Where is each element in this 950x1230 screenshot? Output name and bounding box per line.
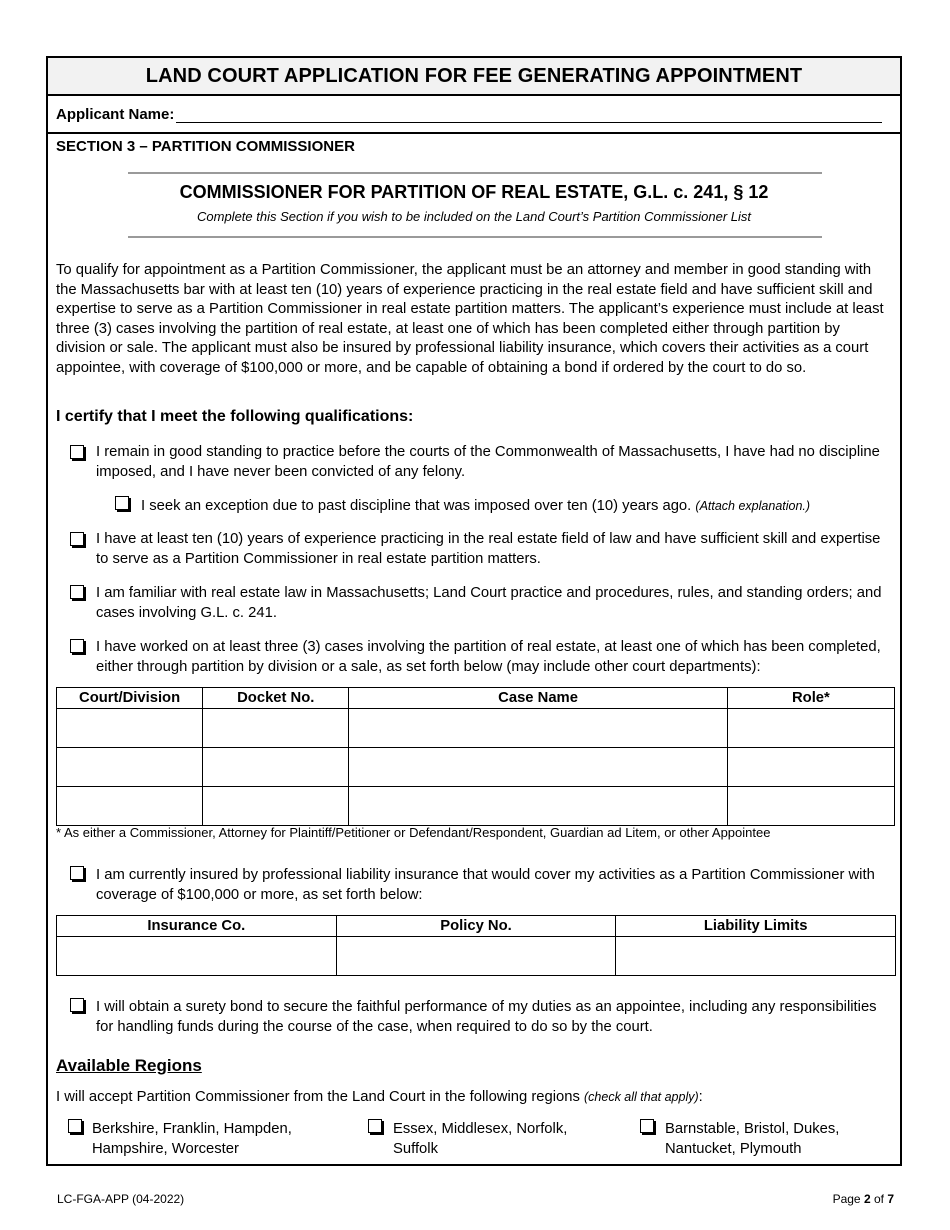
certify-heading: I certify that I meet the following qualifications: [56, 408, 414, 425]
qualification-good-standing: I remain in good standing to practice before the courts of the Commonwealth of Massachusetts, I have had no discipline imposed, and I have never been convicted of any felony. [96, 444, 880, 480]
cell-docket-no[interactable] [203, 709, 349, 748]
page-prefix: Page [832, 1192, 864, 1206]
col-docket-no: Docket No. [203, 688, 349, 709]
col-liability-limits: Liability Limits [616, 916, 896, 937]
checkbox-experience[interactable] [70, 532, 84, 546]
qualification-surety-bond: I will obtain a surety bond to secure the faithful performance of my duties as an appointee, including any responsibilities for handling funds during the course of the case, when required to do so by the court. [96, 999, 877, 1035]
table-row [57, 748, 895, 787]
page-number [833, 1192, 894, 1206]
qualification-exception [141, 497, 891, 517]
qualification-experience: I have at least ten (10) years of experience practicing in the real estate field of law and have sufficient skill and expertise to serve as a Partition Commissioner in real estate partition matters. [96, 531, 881, 567]
cell-role[interactable] [727, 748, 894, 787]
region-west-label: Berkshire, Franklin, Hampden, Hampshire, Worcester [92, 1121, 292, 1157]
cell-court-division[interactable] [57, 709, 203, 748]
table-row [57, 787, 895, 826]
checkbox-region-east[interactable] [368, 1119, 382, 1133]
checkbox-surety-bond[interactable] [70, 998, 84, 1012]
page-total: 7 [887, 1192, 894, 1206]
cell-role[interactable] [727, 787, 894, 826]
cell-court-division[interactable] [57, 748, 203, 787]
col-insurance-co: Insurance Co. [57, 916, 337, 937]
section-subtitle: COMMISSIONER FOR PARTITION OF REAL ESTATE, G.L. c. 241, § 12 [179, 182, 769, 202]
role-footnote: * As either a Commissioner, Attorney for Plaintiff/Petitioner or Defendant/Respondent, Guardian ad Litem, or other Appointee [56, 825, 771, 840]
cell-court-division[interactable] [57, 787, 203, 826]
cell-role[interactable] [727, 709, 894, 748]
exception-text: I seek an exception due to past discipline that was imposed over ten (10) years ago. [141, 498, 692, 514]
cases-table-header [57, 688, 895, 709]
checkbox-insured[interactable] [70, 866, 84, 880]
region-east-label: Essex, Middlesex, Norfolk, Suffolk [393, 1121, 568, 1157]
applicant-name-row [48, 96, 900, 134]
checkbox-region-southeast[interactable] [640, 1119, 654, 1133]
regions-instruction-end: : [698, 1089, 703, 1105]
cell-case-name[interactable] [349, 748, 727, 787]
table-row [57, 937, 896, 976]
cell-policy-no[interactable] [336, 937, 616, 976]
form-title: LAND COURT APPLICATION FOR FEE GENERATING APPOINTMENT [48, 58, 900, 96]
checkbox-exception[interactable] [115, 496, 129, 510]
col-court-division: Court/Division [57, 688, 203, 709]
regions-instruction [56, 1089, 703, 1105]
form-id: LC-FGA-APP (04-2022) [57, 1192, 185, 1206]
col-policy-no: Policy No. [336, 916, 616, 937]
cell-case-name[interactable] [349, 709, 727, 748]
regions-heading: Available Regions [56, 1056, 202, 1075]
divider-top [128, 172, 822, 174]
applicant-name-field[interactable] [176, 106, 882, 123]
insurance-table-header [57, 916, 896, 937]
col-case-name: Case Name [349, 688, 727, 709]
cell-docket-no[interactable] [203, 787, 349, 826]
form-frame [46, 56, 902, 1166]
page-current: 2 [863, 1192, 871, 1206]
regions-instruction-text: I will accept Partition Commissioner from the Land Court in the following regions [56, 1089, 584, 1105]
col-role: Role* [727, 688, 894, 709]
cases-table [56, 687, 895, 826]
qualification-familiar-law: I am familiar with real estate law in Massachusetts; Land Court practice and procedures, rules, and standing orders; and cases involving G.L. c. 241. [96, 585, 882, 621]
intro-paragraph: To qualify for appointment as a Partition Commissioner, the applicant must be an attorney and member in good standing with the Massachusetts bar with at least ten (10) years of experience practicing in the real estate field and have sufficient skill and expertise to serve as a Partition Commissioner in real estate partition matters. The applicant’s experience must include at least three (3) cases involving the partition of real estate, at least one of which has been completed either through partition by division or sale. The applicant must also be insured by professional liability insurance, which covers their activities as a court appointee, with coverage of $100,000 or more, and be capable of obtaining a bond if ordered by the court to do so. [56, 262, 884, 376]
checkbox-cases-worked[interactable] [70, 639, 84, 653]
insurance-table [56, 915, 896, 976]
qualification-cases-worked: I have worked on at least three (3) cases involving the partition of real estate, at least one of which has been completed, either through partition by division or a sale, as set forth below (may include other court departments): [96, 639, 881, 675]
cell-docket-no[interactable] [203, 748, 349, 787]
cell-liability-limits[interactable] [616, 937, 896, 976]
regions-instruction-note: (check all that apply) [584, 1090, 699, 1104]
checkbox-region-west[interactable] [68, 1119, 82, 1133]
cell-case-name[interactable] [349, 787, 727, 826]
section-subnote: Complete this Section if you wish to be included on the Land Court’s Partition Commissioner List [197, 209, 751, 224]
checkbox-good-standing[interactable] [70, 445, 84, 459]
section-heading: SECTION 3 – PARTITION COMMISSIONER [56, 138, 355, 155]
applicant-name-label: Applicant Name: [56, 105, 175, 123]
page-sep: of [870, 1192, 888, 1206]
qualification-insured: I am currently insured by professional liability insurance that would cover my activities as a Partition Commissioner with coverage of $100,000 or more, as set forth below: [96, 867, 875, 903]
region-southeast-label: Barnstable, Bristol, Dukes, Nantucket, Plymouth [665, 1121, 840, 1157]
exception-note: (Attach explanation.) [695, 499, 811, 513]
divider-bottom [128, 236, 822, 238]
table-row [57, 709, 895, 748]
cell-insurance-co[interactable] [57, 937, 337, 976]
checkbox-familiar-law[interactable] [70, 585, 84, 599]
